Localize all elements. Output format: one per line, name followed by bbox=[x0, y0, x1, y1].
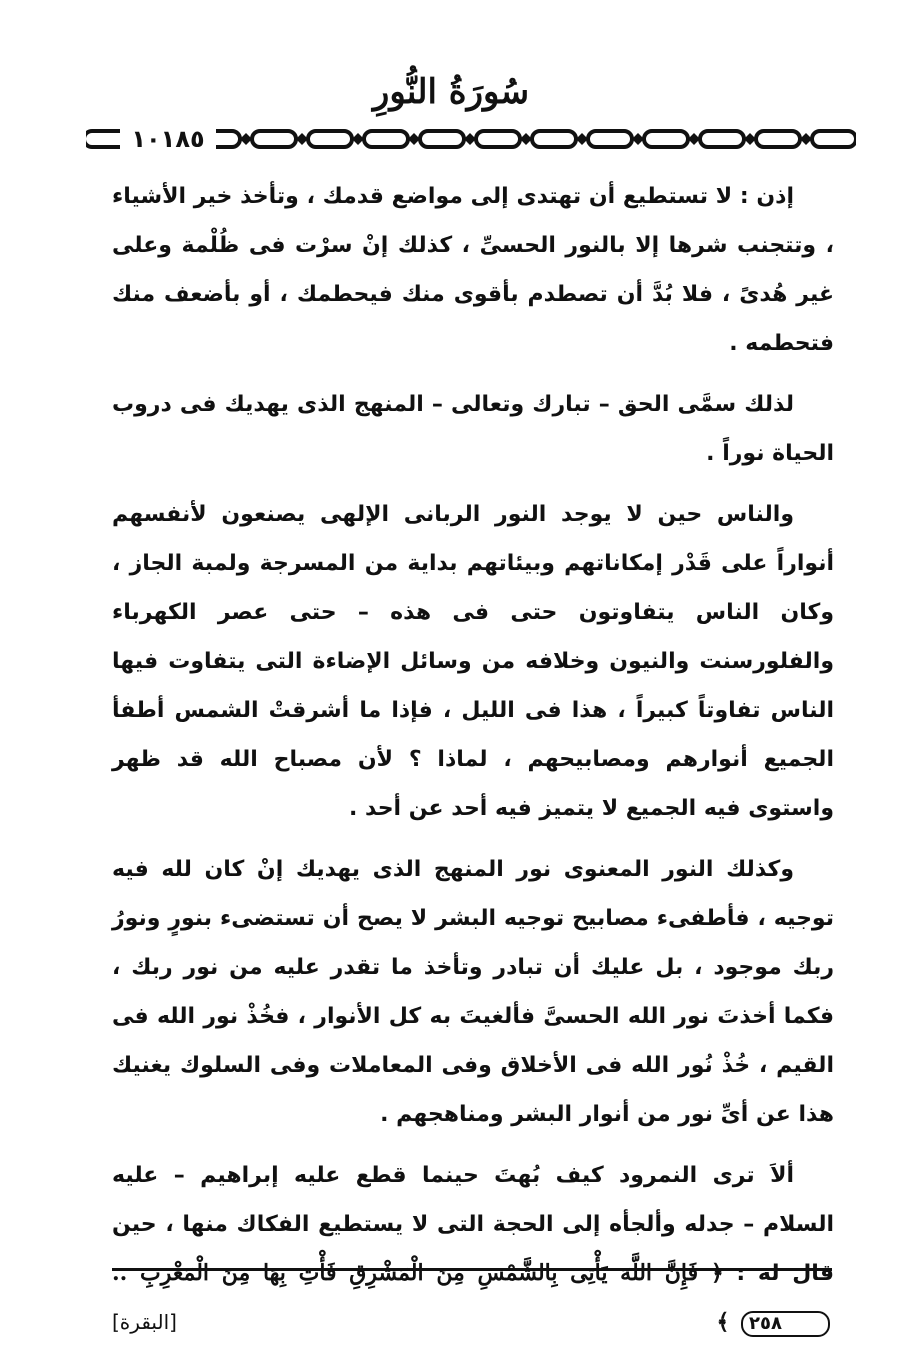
quran-verse: ﴿ فَإِنَّ اللَّهَ يَأْتِى بِالشَّمْسِ مِنَ الْمَشْرِقِ فَأْتِ بِهَا مِنَ الْمَغْرِبِ .. bbox=[112, 1260, 724, 1286]
quran-close-bracket: ﴾ bbox=[716, 1309, 738, 1335]
paragraph-5-text: ألاَ ترى النمرود كيف بُهتَ حينما قطع عليه إبراهيم – عليه السلام – جدله وألجأه إلى الحجة التى لا يستطيع الفكاك منها ، حين قال له : bbox=[112, 1163, 834, 1286]
body-text bbox=[112, 172, 834, 1359]
verse-number: ٢٥٨ bbox=[741, 1311, 830, 1337]
surah-title: سُورَةُ النُّورِ bbox=[372, 72, 530, 112]
paragraph-1: إذن : لا تستطيع أن تهتدى إلى مواضع قدمك ، وتأخذ خير الأشياء ، وتتجنب شرها إلا بالنور الحسىِّ ، كذلك إنْ سرْت فى ظُلْمة وعلى غير هُدىً ، فلا بُدَّ أن تصطدم بأقوى منك فيحطمك ، أو بأضعف منك فتحطمه . bbox=[112, 184, 834, 356]
page-number: ١٠١٨٥ bbox=[120, 124, 216, 154]
paragraph-4: وكذلك النور المعنوى نور المنهج الذى يهديك إنْ كان لله فيه توجيه ، فأطفىء مصابيح توجيه البشر لا يصح أن تستضىء بنورٍ ونورُ ربك موجود ، بل عليك أن تبادر وتأخذ ما تقدر عليه من نور ربك ، فكما أخذتَ نور الله الحسىَّ فألغيتَ به كل الأنوار ، فخُذْ نور الله فى القيم ، خُذْ نُور الله فى الأخلاق وفى المعاملات وفى السلوك يغنيك هذا عن أىِّ نور من أنوار البشر ومناهجهم . bbox=[112, 857, 834, 1127]
footer-rule bbox=[112, 1268, 832, 1271]
paragraph-2: لذلك سمَّى الحق – تبارك وتعالى – المنهج الذى يهديك فى دروب الحياة نوراً . bbox=[112, 392, 834, 466]
surah-citation: [البقرة] bbox=[112, 1310, 177, 1334]
paragraph-3: والناس حين لا يوجد النور الربانى الإلهى يصنعون لأنفسهم أنواراً على قَدْر إمكاناتهم وبيئاتهم بداية من المسرجة ولمبة الجاز ، وكان الناس يتفاوتون حتى فى هذه – حتى عصر الكهرباء والفلورسنت والنيون وخلافه من وسائل الإضاءة التى يتفاوت فيها الناس تفاوتاً كبيراً ، هذا فى الليل ، فإذا ما أشرقتْ الشمس أطفأ الجميع أنوارهم ومصابيحهم ، لماذا ؟ لأن مصباح الله قد ظهر واستوى فيه الجميع لا يتميز فيه أحد عن أحد . bbox=[112, 502, 834, 821]
paragraph-5 bbox=[112, 1151, 834, 1347]
